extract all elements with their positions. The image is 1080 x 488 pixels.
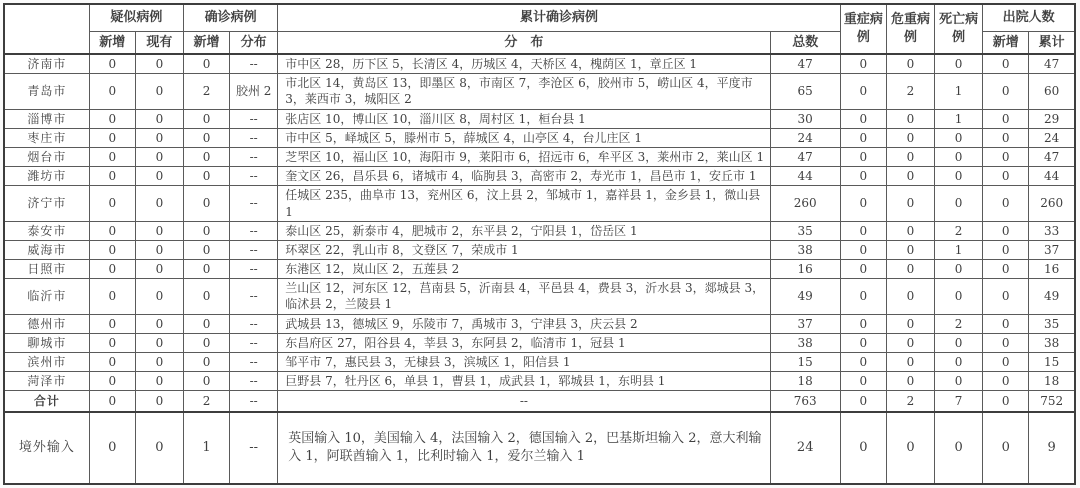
value-cell: 0 [935, 412, 983, 484]
value-cell: 2 [935, 314, 983, 333]
value-cell: 30 [770, 109, 840, 128]
death-cases-header: 死亡病例 [935, 4, 983, 54]
value-cell: 0 [89, 260, 135, 279]
value-cell: 18 [1029, 372, 1075, 391]
region-name: 烟台市 [4, 147, 89, 166]
value-cell: 0 [89, 372, 135, 391]
value-cell: 47 [1029, 147, 1075, 166]
value-cell: 33 [1029, 221, 1075, 240]
suspected-cases-group-header: 疑似病例 [89, 4, 183, 32]
value-cell: 0 [135, 391, 183, 412]
distribution-cell: 泰山区 25，新泰市 4，肥城市 2，东平县 2，宁阳县 1，岱岳区 1 [278, 221, 770, 240]
suspected-new-header: 新增 [89, 32, 135, 55]
value-cell: 1 [183, 412, 229, 484]
value-cell: 0 [840, 391, 886, 412]
value-cell: 0 [886, 260, 934, 279]
value-cell: 16 [770, 260, 840, 279]
value-cell: 0 [886, 167, 934, 186]
value-cell: 0 [840, 240, 886, 259]
value-cell: 15 [1029, 353, 1075, 372]
region-name: 青岛市 [4, 74, 89, 109]
value-cell: 0 [983, 372, 1029, 391]
value-cell: 1 [935, 74, 983, 109]
value-cell: 0 [135, 279, 183, 314]
table-body [4, 54, 1075, 484]
value-cell: -- [230, 260, 278, 279]
region-name: 威海市 [4, 240, 89, 259]
value-cell: 0 [89, 333, 135, 352]
value-cell: 0 [183, 260, 229, 279]
value-cell: 0 [183, 279, 229, 314]
value-cell: 0 [983, 391, 1029, 412]
region-name: 临沂市 [4, 279, 89, 314]
value-cell: 0 [840, 314, 886, 333]
distribution-cell: 奎文区 26，昌乐县 6，诸城市 4，临朐县 3，高密市 2，寿光市 1，昌邑市 1，安丘市 1 [278, 167, 770, 186]
value-cell: 0 [886, 314, 934, 333]
value-cell: 0 [983, 147, 1029, 166]
value-cell: 0 [840, 412, 886, 484]
value-cell: 2 [183, 391, 229, 412]
value-cell: -- [230, 372, 278, 391]
distribution-cell: 市北区 14，黄岛区 13，即墨区 8，市南区 7，李沧区 6，胶州市 5，崂山区 4，平度市 3，莱西市 3，城阳区 2 [278, 74, 770, 109]
table-row [4, 240, 1075, 259]
value-cell: 0 [935, 353, 983, 372]
value-cell: 0 [935, 54, 983, 74]
value-cell: 0 [886, 240, 934, 259]
value-cell: 0 [886, 353, 934, 372]
value-cell: 60 [1029, 74, 1075, 109]
value-cell: 24 [1029, 128, 1075, 147]
value-cell: 0 [135, 372, 183, 391]
value-cell: 0 [935, 279, 983, 314]
value-cell: 0 [89, 240, 135, 259]
value-cell: 0 [840, 353, 886, 372]
table-row [4, 128, 1075, 147]
table-row [4, 260, 1075, 279]
value-cell: -- [230, 412, 278, 484]
value-cell: 0 [935, 333, 983, 352]
value-cell: 65 [770, 74, 840, 109]
value-cell: 0 [983, 260, 1029, 279]
table-row [4, 147, 1075, 166]
value-cell: 35 [770, 221, 840, 240]
value-cell: 0 [886, 128, 934, 147]
value-cell: 0 [840, 260, 886, 279]
cumulative-dist-header: 分 布 [278, 32, 770, 55]
value-cell: 47 [1029, 54, 1075, 74]
value-cell: 0 [183, 240, 229, 259]
value-cell: 0 [935, 186, 983, 221]
value-cell: 0 [89, 412, 135, 484]
value-cell: 0 [983, 54, 1029, 74]
value-cell: 18 [770, 372, 840, 391]
value-cell: 0 [935, 167, 983, 186]
value-cell: 0 [886, 412, 934, 484]
region-name: 滨州市 [4, 353, 89, 372]
value-cell: 0 [840, 167, 886, 186]
value-cell: 29 [1029, 109, 1075, 128]
value-cell: 0 [183, 54, 229, 74]
value-cell: 47 [770, 54, 840, 74]
value-cell: 49 [1029, 279, 1075, 314]
value-cell: 0 [135, 54, 183, 74]
value-cell: 0 [183, 167, 229, 186]
value-cell: 0 [183, 353, 229, 372]
value-cell: 0 [89, 167, 135, 186]
value-cell: -- [230, 240, 278, 259]
distribution-cell: 东港区 12，岚山区 2，五莲县 2 [278, 260, 770, 279]
value-cell: 15 [770, 353, 840, 372]
distribution-cell: 张店区 10，博山区 10，淄川区 8，周村区 1，桓台县 1 [278, 109, 770, 128]
value-cell: 0 [89, 186, 135, 221]
table-row [4, 279, 1075, 314]
value-cell: 0 [935, 372, 983, 391]
table-row [4, 221, 1075, 240]
value-cell: 0 [135, 128, 183, 147]
value-cell: 0 [886, 372, 934, 391]
distribution-cell: 巨野县 7，牡丹区 6，单县 1，曹县 1，成武县 1，郓城县 1，东明县 1 [278, 372, 770, 391]
region-name: 济南市 [4, 54, 89, 74]
value-cell: 0 [183, 372, 229, 391]
value-cell: 0 [935, 128, 983, 147]
value-cell: 0 [89, 109, 135, 128]
value-cell: 47 [770, 147, 840, 166]
value-cell: 0 [183, 221, 229, 240]
value-cell: -- [230, 54, 278, 74]
value-cell: 0 [135, 147, 183, 166]
value-cell: 1 [935, 109, 983, 128]
value-cell: -- [230, 353, 278, 372]
value-cell: 0 [135, 412, 183, 484]
value-cell: 0 [886, 186, 934, 221]
value-cell: 0 [183, 314, 229, 333]
value-cell: 37 [1029, 240, 1075, 259]
value-cell: 0 [89, 353, 135, 372]
cumulative-total-header: 总数 [770, 32, 840, 55]
value-cell: -- [230, 186, 278, 221]
value-cell: 44 [1029, 167, 1075, 186]
value-cell: 0 [840, 74, 886, 109]
value-cell: 0 [886, 147, 934, 166]
value-cell: -- [230, 167, 278, 186]
distribution-cell: 市中区 28，历下区 5，长清区 4，历城区 4，天桥区 4，槐荫区 1，章丘区 1 [278, 54, 770, 74]
value-cell: 24 [770, 128, 840, 147]
value-cell: 0 [840, 109, 886, 128]
value-cell: -- [230, 128, 278, 147]
value-cell: -- [230, 109, 278, 128]
value-cell: 0 [89, 147, 135, 166]
confirmed-dist-header: 分布 [230, 32, 278, 55]
value-cell: 0 [135, 260, 183, 279]
value-cell: 0 [135, 167, 183, 186]
region-name: 德州市 [4, 314, 89, 333]
distribution-cell: 芝罘区 10，福山区 10，海阳市 9，莱阳市 6，招远市 6，牟平区 3，莱州市 2，莱山区 1 [278, 147, 770, 166]
value-cell: 260 [1029, 186, 1075, 221]
value-cell: 0 [983, 167, 1029, 186]
value-cell: 763 [770, 391, 840, 412]
value-cell: 38 [1029, 333, 1075, 352]
value-cell: 49 [770, 279, 840, 314]
distribution-cell: 英国输入 10，美国输入 4，法国输入 2，德国输入 2，巴基斯坦输入 2，意大利输入 1，阿联酋输入 1，比利时输入 1，爱尔兰输入 1 [278, 412, 770, 484]
value-cell: 38 [770, 333, 840, 352]
value-cell: 0 [183, 147, 229, 166]
distribution-cell: 邹平市 7，惠民县 3，无棣县 3，滨城区 1，阳信县 1 [278, 353, 770, 372]
region-name: 合计 [4, 391, 89, 412]
value-cell: 0 [183, 109, 229, 128]
table-row [4, 353, 1075, 372]
value-cell: 0 [135, 333, 183, 352]
value-cell: 0 [183, 333, 229, 352]
table-row [4, 412, 1075, 484]
value-cell: 7 [935, 391, 983, 412]
value-cell: 2 [935, 221, 983, 240]
value-cell: 0 [89, 221, 135, 240]
distribution-cell: 任城区 235，曲阜市 13，兖州区 6，汶上县 2，邹城市 1，嘉祥县 1，金乡县 1，微山县 1 [278, 186, 770, 221]
value-cell: 0 [840, 147, 886, 166]
distribution-cell: 兰山区 12，河东区 12，莒南县 5，沂南县 4，平邑县 4，费县 3，沂水县 3，郯城县 3，临沭县 2，兰陵县 1 [278, 279, 770, 314]
region-name: 菏泽市 [4, 372, 89, 391]
value-cell: 0 [983, 74, 1029, 109]
region-name: 泰安市 [4, 221, 89, 240]
value-cell: 24 [770, 412, 840, 484]
value-cell: -- [230, 279, 278, 314]
value-cell: 0 [840, 186, 886, 221]
value-cell: 0 [135, 109, 183, 128]
discharged-total-header: 累计 [1029, 32, 1075, 55]
table-row [4, 167, 1075, 186]
value-cell: 0 [983, 186, 1029, 221]
value-cell: 0 [840, 372, 886, 391]
severe-cases-header: 重症病例 [840, 4, 886, 54]
value-cell: -- [230, 391, 278, 412]
value-cell: 0 [840, 54, 886, 74]
value-cell: 0 [983, 333, 1029, 352]
value-cell: 0 [983, 314, 1029, 333]
value-cell: -- [230, 147, 278, 166]
table-header [4, 4, 1075, 54]
value-cell: 0 [135, 186, 183, 221]
value-cell: 0 [983, 353, 1029, 372]
value-cell: 0 [89, 314, 135, 333]
region-name: 济宁市 [4, 186, 89, 221]
value-cell: 0 [840, 333, 886, 352]
value-cell: 0 [89, 128, 135, 147]
value-cell: 9 [1029, 412, 1075, 484]
value-cell: 胶州 2 [230, 74, 278, 109]
table-row [4, 54, 1075, 74]
value-cell: 0 [983, 128, 1029, 147]
value-cell: 0 [89, 279, 135, 314]
region-name: 境外输入 [4, 412, 89, 484]
value-cell: 0 [183, 186, 229, 221]
confirmed-new-header: 新增 [183, 32, 229, 55]
value-cell: 0 [135, 353, 183, 372]
distribution-cell: 东昌府区 27，阳谷县 4，莘县 3，东阿县 2，临清市 1，冠县 1 [278, 333, 770, 352]
value-cell: 2 [886, 391, 934, 412]
corner-cell [4, 4, 89, 54]
value-cell: 0 [983, 240, 1029, 259]
table-row [4, 314, 1075, 333]
value-cell: -- [230, 314, 278, 333]
region-name: 枣庄市 [4, 128, 89, 147]
discharged-new-header: 新增 [983, 32, 1029, 55]
value-cell: 0 [886, 279, 934, 314]
region-name: 淄博市 [4, 109, 89, 128]
distribution-cell: 武城县 13，德城区 9，乐陵市 7，禹城市 3，宁津县 3，庆云县 2 [278, 314, 770, 333]
value-cell: 0 [886, 333, 934, 352]
value-cell: 0 [983, 279, 1029, 314]
value-cell: 0 [135, 314, 183, 333]
value-cell: 0 [935, 260, 983, 279]
value-cell: 0 [886, 221, 934, 240]
suspected-current-header: 现有 [135, 32, 183, 55]
value-cell: 0 [840, 279, 886, 314]
value-cell: 0 [135, 221, 183, 240]
region-name: 聊城市 [4, 333, 89, 352]
value-cell: 0 [983, 412, 1029, 484]
value-cell: 0 [89, 74, 135, 109]
value-cell: -- [230, 333, 278, 352]
value-cell: 0 [135, 240, 183, 259]
distribution-cell: 环翠区 22，乳山市 8，文登区 7，荣成市 1 [278, 240, 770, 259]
value-cell: 0 [983, 221, 1029, 240]
discharged-group-header: 出院人数 [983, 4, 1075, 32]
value-cell: 1 [935, 240, 983, 259]
table-row [4, 391, 1075, 412]
value-cell: 2 [886, 74, 934, 109]
value-cell: 16 [1029, 260, 1075, 279]
value-cell: 0 [886, 109, 934, 128]
critical-cases-header: 危重病例 [886, 4, 934, 54]
value-cell: 0 [840, 128, 886, 147]
value-cell: 35 [1029, 314, 1075, 333]
table-row [4, 186, 1075, 221]
distribution-cell: 市中区 5，峄城区 5，滕州市 5，薛城区 4，山亭区 4，台儿庄区 1 [278, 128, 770, 147]
value-cell: 0 [135, 74, 183, 109]
value-cell: -- [230, 221, 278, 240]
region-name: 日照市 [4, 260, 89, 279]
cumulative-confirmed-group-header: 累计确诊病例 [278, 4, 841, 32]
value-cell: 0 [840, 221, 886, 240]
table-row [4, 74, 1075, 109]
value-cell: 2 [183, 74, 229, 109]
value-cell: 37 [770, 314, 840, 333]
value-cell: 0 [886, 54, 934, 74]
value-cell: 752 [1029, 391, 1075, 412]
region-name: 潍坊市 [4, 167, 89, 186]
value-cell: 0 [89, 54, 135, 74]
value-cell: 38 [770, 240, 840, 259]
value-cell: 0 [183, 128, 229, 147]
cases-table [3, 3, 1076, 485]
value-cell: 260 [770, 186, 840, 221]
table-row [4, 333, 1075, 352]
value-cell: 44 [770, 167, 840, 186]
confirmed-cases-group-header: 确诊病例 [183, 4, 277, 32]
distribution-cell: -- [278, 391, 770, 412]
value-cell: 0 [935, 147, 983, 166]
table-row [4, 109, 1075, 128]
value-cell: 0 [983, 109, 1029, 128]
table-row [4, 372, 1075, 391]
value-cell: 0 [89, 391, 135, 412]
